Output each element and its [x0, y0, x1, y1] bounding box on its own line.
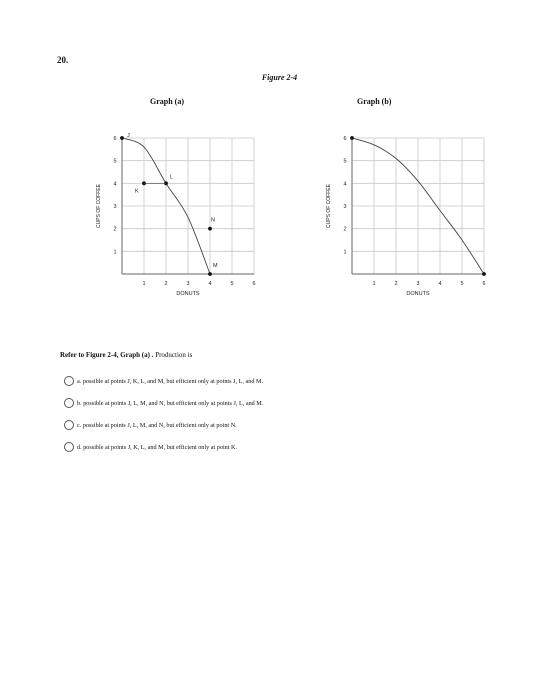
radio-b[interactable]: [64, 398, 74, 408]
graph-b-title: Graph (b): [357, 97, 392, 106]
graph-b-x-tick-label-6: 6: [482, 281, 486, 287]
graph-b-x-tick-label-2: 2: [394, 281, 398, 287]
choice-c-label: c. possible at points J, L, M, and N, but efficient only at point N.: [77, 421, 237, 429]
question-number: 20.: [57, 55, 69, 65]
choice-d-label: d. possible at points J, K, L, and M, but efficient only at point K.: [77, 443, 238, 451]
choice-a[interactable]: [64, 375, 263, 387]
radio-c[interactable]: [64, 420, 74, 430]
choice-c[interactable]: [64, 419, 263, 431]
graph-a-x-tick-label-6: 6: [252, 281, 256, 287]
graph-a-point-label-L: L: [170, 174, 174, 181]
graph-a-point-label-N: N: [211, 217, 215, 224]
graph-b-x-tick-label-5: 5: [460, 281, 464, 287]
graph-a-x-tick-label-4: 4: [208, 281, 212, 287]
graph-b-x-tick-label-1: 1: [372, 281, 376, 287]
graph-a-x-tick-label-2: 2: [164, 281, 168, 287]
graph-b-x-tick-label-3: 3: [416, 281, 420, 287]
graph-a-point-N: [208, 227, 212, 231]
graph-b-chart: [300, 125, 500, 310]
graph-b-x-axis-title: DONUTS: [406, 291, 430, 297]
graph-b-y-tick-label-6: 6: [343, 136, 347, 142]
graph-a-y-tick-label-3: 3: [113, 204, 117, 210]
graph-a-title: Graph (a): [150, 97, 184, 106]
graph-b-y-tick-label-5: 5: [343, 158, 347, 165]
graph-a-x-tick-label-1: 1: [142, 281, 146, 287]
graph-b-y-tick-label-1: 1: [343, 249, 347, 256]
graph-a-y-axis-title: CUPS OF COFFEE: [96, 184, 102, 228]
graph-a-y-tick-label-4: 4: [113, 181, 117, 188]
graph-b-y-tick-label-4: 4: [343, 181, 347, 188]
graph-b-x-tick-label-4: 4: [438, 281, 442, 287]
graph-a-x-tick-label-5: 5: [230, 281, 234, 287]
graph-b-point-0: [350, 136, 354, 140]
question-prompt: [60, 351, 192, 359]
prompt-text: Production is: [153, 351, 193, 359]
graph-a-point-label-J: J: [127, 133, 130, 139]
graph-a-point-M: [208, 272, 212, 276]
graph-a-x-tick-label-3: 3: [186, 281, 190, 287]
choice-b-label: b. possible at points J, L, M, and N, but efficient only at points J, L, and M.: [77, 399, 264, 407]
graph-a-y-tick-label-2: 2: [113, 226, 117, 233]
radio-a[interactable]: [64, 376, 74, 386]
choice-d[interactable]: [64, 441, 263, 453]
graph-a-point-label-K: K: [135, 188, 139, 195]
graph-a-chart: [70, 125, 270, 310]
graph-b-y-tick-label-2: 2: [343, 226, 347, 233]
graph-a-point-J: [120, 136, 124, 140]
graph-b-y-tick-label-3: 3: [343, 204, 347, 210]
graph-a-y-tick-label-6: 6: [113, 136, 117, 142]
graph-a-y-tick-label-1: 1: [113, 249, 117, 256]
graph-a-x-axis-title: DONUTS: [176, 291, 200, 297]
radio-d[interactable]: [64, 442, 74, 452]
choice-b[interactable]: [64, 397, 263, 409]
graph-b-point-1: [482, 272, 486, 276]
figure-title: Figure 2-4: [261, 73, 298, 82]
answer-choices: [64, 375, 263, 463]
graph-a-y-tick-label-5: 5: [113, 158, 117, 165]
graph-b-y-axis-title: CUPS OF COFFEE: [326, 184, 332, 228]
graph-a-point-label-M: M: [213, 263, 218, 269]
choice-a-label: a. possible at points J, K, L, and M, but efficient only at points J, L, and M.: [77, 377, 264, 385]
prompt-reference: Refer to Figure 2-4, Graph (a) .: [60, 351, 154, 359]
